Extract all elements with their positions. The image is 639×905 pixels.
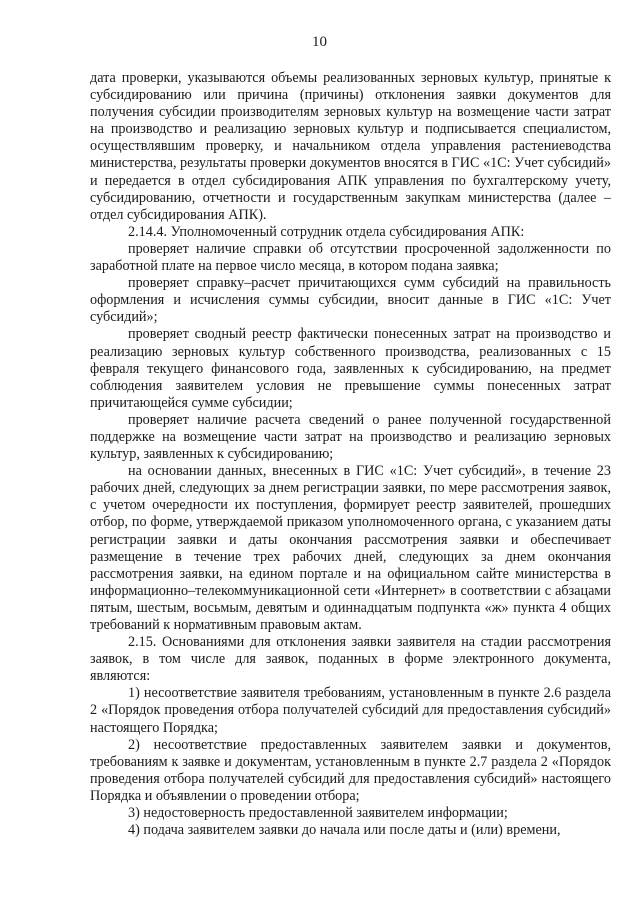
document-body xyxy=(90,70,611,839)
paragraph-2-15-rejection-grounds: 2.15. Основаниями для отклонения заявки заявителя на стадии рассмотрения заявок, в том числе для заявок, поданных в форме электронного документа, являются: xyxy=(90,634,611,685)
page-number: 10 xyxy=(312,34,327,50)
paragraph-ground-1: 1) несоответствие заявителя требованиям, установленным в пункте 2.6 раздела 2 «Порядок проведения отбора получателей субсидий для предоставления субсидий» настоящего Порядка; xyxy=(90,685,611,736)
paragraph-subsidy-calc-check: проверяет справку–расчет причитающихся сумм субсидий на правильность оформления и исчисления суммы субсидии, вносит данные в ГИС «1С: Учет субсидий»; xyxy=(90,275,611,326)
paragraph-cost-registry-check: проверяет сводный реестр фактически понесенных затрат на производство и реализацию зерновых культур собственного производства, реализованных с 15 февраля текущего финансового года, заявленных к субсидированию, на предмет соблюдения заявителем условия не превышение суммы понесенных затрат причитающейся сумме субсидии; xyxy=(90,326,611,411)
paragraph-2-14-4-heading: 2.14.4. Уполномоченный сотрудник отдела субсидирования АПК: xyxy=(128,223,525,240)
paragraph-registry-formation: на основании данных, внесенных в ГИС «1С: Учет субсидий», в течение 23 рабочих дней, следующих за днем регистрации заявки, по мере рассмотрения заявок, с учетом очередности их поступления, формирует реестр заявителей, прошедших отбор, по форме, утверждаемой приказом уполномоченного органа, с указанием даты регистрации заявки и даты окончания рассмотрения заявки и обеспечивает размещение в течение трех рабочих дней, следующих за днем окончания рассмотрения заявки, на едином портале и на официальном сайте министерства в информационно–телекоммуникационной сети «Интернет» в соответствии с абзацами пятым, шестым, восьмым, девятым и одиннадцатым подпункта «ж» пункта 4 общих требований к нормативным правовым актам. xyxy=(90,463,611,633)
paragraph-ground-2: 2) несоответствие предоставленных заявителем заявки и документов, требованиям к заявке и документам, установленным в пункте 2.7 раздела 2 «Порядок проведения отбора получателей субсидий для предоставления субсидий» настоящего Порядка и объявлении о проведении отбора; xyxy=(90,736,611,804)
paragraph-ground-4: 4) подача заявителем заявки до начала или после даты и (или) времени, xyxy=(128,822,561,839)
paragraph-salary-debt-check: проверяет наличие справки об отсутствии просроченной задолженности по заработной плате на первое число месяца, в котором подана заявка; xyxy=(90,240,611,275)
paragraph-prior-support-check: проверяет наличие расчета сведений о ранее полученной государственной поддержке на возмещение части затрат на производство и реализацию зерновых культур, заявленных к субсидированию; xyxy=(90,411,611,463)
paragraph-continuation: дата проверки, указываются объемы реализованных зерновых культур, принятые к субсидированию или причина (причины) отклонения заявки документов для получения субсидии производителям зерновых культур на возмещение части затрат на производство и реализацию зерновых культур и подписывается специалистом, осуществлявшим проверку, и начальником отдела управления растениеводства министерства, результаты проверки документов вносятся в ГИС «1С: Учет субсидий» и передается в отдел субсидирования АПК управления по бухгалтерскому учету, субсидированию, отчетности и государственным закупкам министерства (далее – отдел субсидирования АПК). xyxy=(90,70,611,223)
paragraph-ground-3: 3) недостоверность предоставленной заявителем информации; xyxy=(128,805,508,822)
